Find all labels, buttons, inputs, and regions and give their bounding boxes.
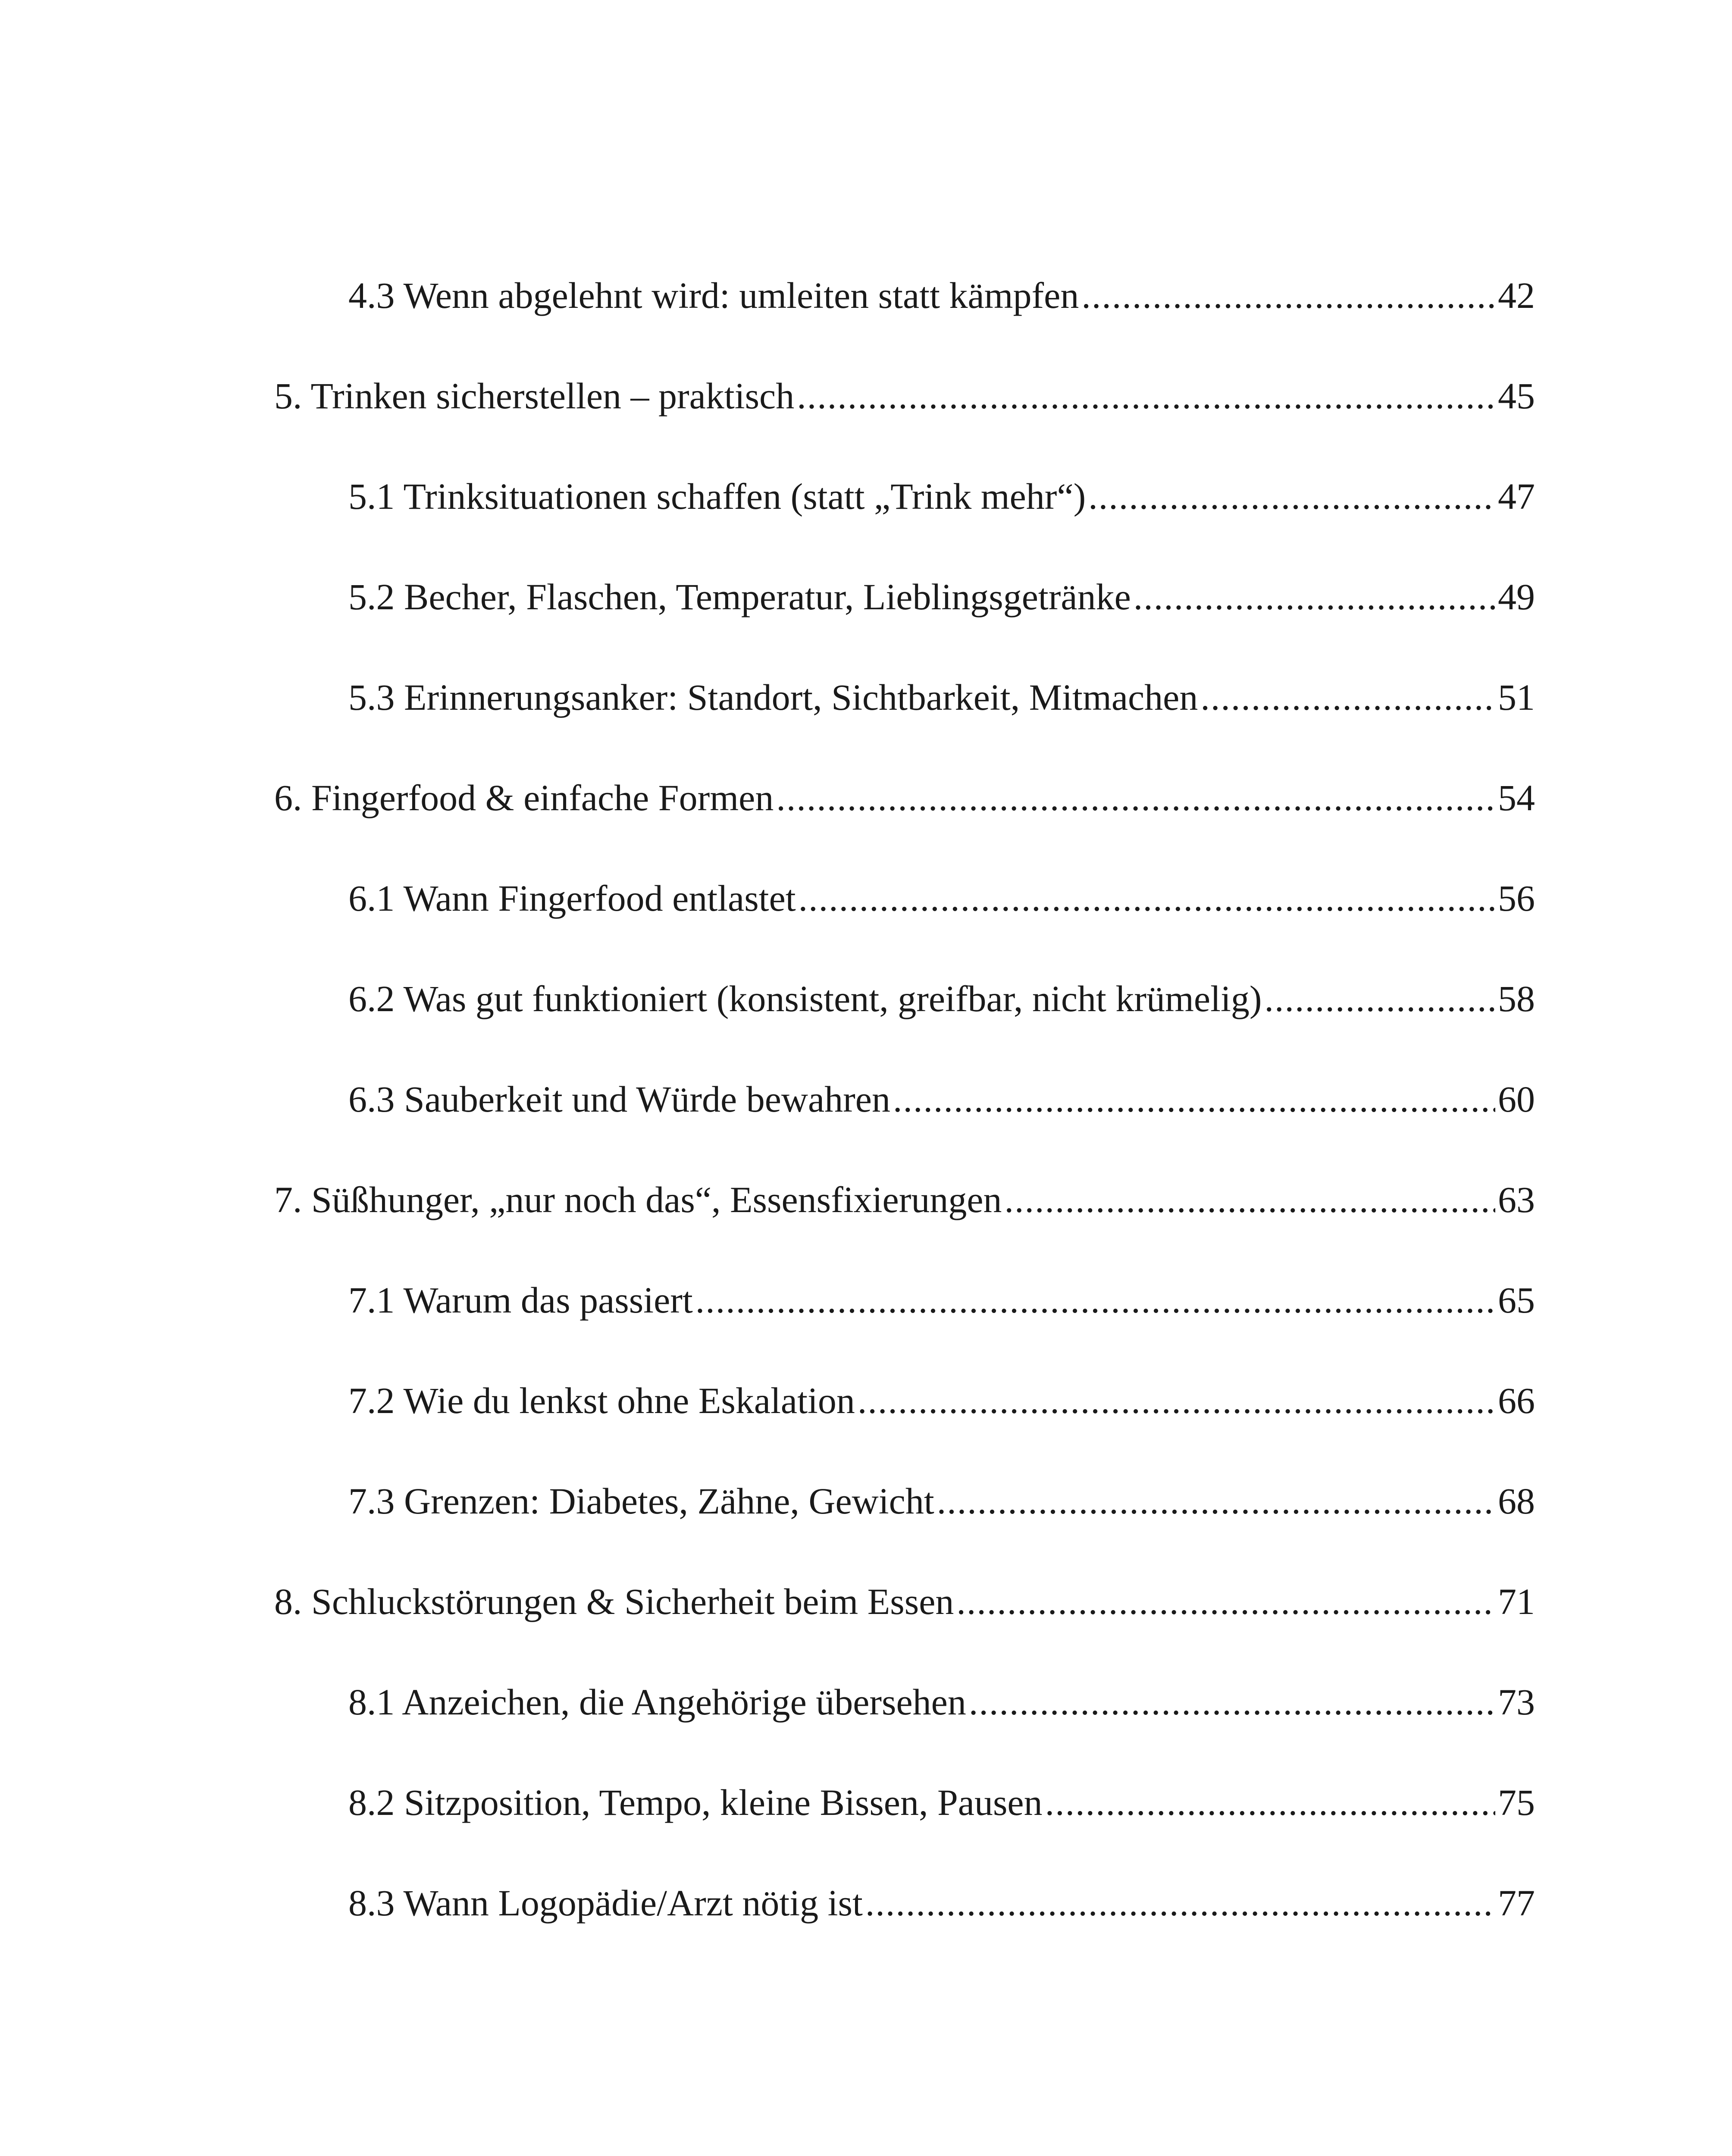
toc-entry-page: 66 [1498, 1380, 1535, 1421]
toc-entry-title: 8. Schluckstörungen & Sicherheit beim Essen [274, 1581, 954, 1622]
toc-entry-title: 6.2 Was gut funktioniert (konsistent, greifbar, nicht krümelig) [348, 978, 1262, 1019]
toc-entry-title: 8.2 Sitzposition, Tempo, kleine Bissen, Pausen [348, 1782, 1043, 1823]
toc-entry [274, 872, 1535, 973]
toc-entry-title: 5.3 Erinnerungsanker: Standort, Sichtbarkeit, Mitmachen [348, 677, 1198, 718]
toc-entry-title: 4.3 Wenn abgelehnt wird: umleiten statt kämpfen [348, 275, 1079, 316]
toc-entry [274, 671, 1535, 772]
toc-leader-dots [1045, 1777, 1495, 1828]
toc-leader-dots [1088, 470, 1495, 522]
toc-entry-title: 7.1 Warum das passiert [348, 1279, 693, 1321]
toc-entry-title: 6.3 Sauberkeit und Würde bewahren [348, 1078, 890, 1120]
toc-entry [274, 1576, 1535, 1676]
toc-entry [274, 1676, 1535, 1777]
toc-entry [274, 1274, 1535, 1375]
toc-entry-page: 63 [1498, 1179, 1535, 1220]
toc-entry [274, 973, 1535, 1073]
toc-entry [274, 370, 1535, 470]
toc-entry-title: 6.1 Wann Fingerfood entlastet [348, 877, 796, 919]
toc-leader-dots [893, 1073, 1495, 1125]
toc-leader-dots [865, 1877, 1495, 1929]
toc-entry-page: 58 [1498, 978, 1535, 1019]
toc-entry [274, 1877, 1535, 1977]
toc-leader-dots [695, 1274, 1495, 1326]
toc-entry-page: 42 [1498, 275, 1535, 316]
toc-entry-page: 47 [1498, 476, 1535, 517]
toc-entry-page: 49 [1498, 576, 1535, 617]
toc-entry-title: 8.1 Anzeichen, die Angehörige übersehen [348, 1681, 966, 1723]
toc-entry [274, 270, 1535, 370]
toc-entry [274, 571, 1535, 671]
toc-entry-page: 75 [1498, 1782, 1535, 1823]
toc-leader-dots [956, 1576, 1495, 1627]
toc-entry [274, 470, 1535, 571]
toc-entry-page: 60 [1498, 1078, 1535, 1120]
toc-entry [274, 1073, 1535, 1174]
toc-entry-title: 7.2 Wie du lenkst ohne Eskalation [348, 1380, 855, 1421]
toc-entry-title: 8.3 Wann Logopädie/Arzt nötig ist [348, 1882, 863, 1924]
toc-leader-dots [969, 1676, 1495, 1728]
toc-entry [274, 1777, 1535, 1877]
toc-entry-title: 5.1 Trinksituationen schaffen (statt „Trink mehr“) [348, 476, 1086, 517]
toc-leader-dots [1005, 1174, 1496, 1225]
toc-entry-title: 5. Trinken sicherstellen – praktisch [274, 375, 795, 417]
toc-entry-page: 73 [1498, 1681, 1535, 1723]
toc-entry-title: 7.3 Grenzen: Diabetes, Zähne, Gewicht [348, 1480, 934, 1522]
toc-entry-page: 65 [1498, 1279, 1535, 1321]
toc-leader-dots [1200, 671, 1495, 723]
toc-entry [274, 1375, 1535, 1475]
toc-entry-page: 54 [1498, 777, 1535, 818]
toc-leader-dots [858, 1375, 1495, 1426]
toc-entry [274, 1475, 1535, 1576]
toc-entry-page: 56 [1498, 877, 1535, 919]
toc-entry [274, 772, 1535, 872]
toc-entry-page: 51 [1498, 677, 1535, 718]
toc-leader-dots [797, 370, 1495, 422]
toc-leader-dots [776, 772, 1495, 824]
toc-entry-title: 5.2 Becher, Flaschen, Temperatur, Lieblingsgetränke [348, 576, 1131, 617]
toc-entry-page: 45 [1498, 375, 1535, 417]
toc-leader-dots [1134, 571, 1495, 623]
toc-leader-dots [1081, 270, 1495, 321]
toc-entry-title: 7. Süßhunger, „nur noch das“, Essensfixierungen [274, 1179, 1002, 1220]
toc-entry-page: 77 [1498, 1882, 1535, 1924]
toc-leader-dots [937, 1475, 1495, 1527]
toc-leader-dots [1265, 973, 1495, 1025]
toc-leader-dots [799, 872, 1495, 924]
toc-entry-title: 6. Fingerfood & einfache Formen [274, 777, 774, 818]
table-of-contents [274, 270, 1535, 1977]
toc-entry [274, 1174, 1535, 1274]
toc-entry-page: 71 [1498, 1581, 1535, 1622]
toc-entry-page: 68 [1498, 1480, 1535, 1522]
